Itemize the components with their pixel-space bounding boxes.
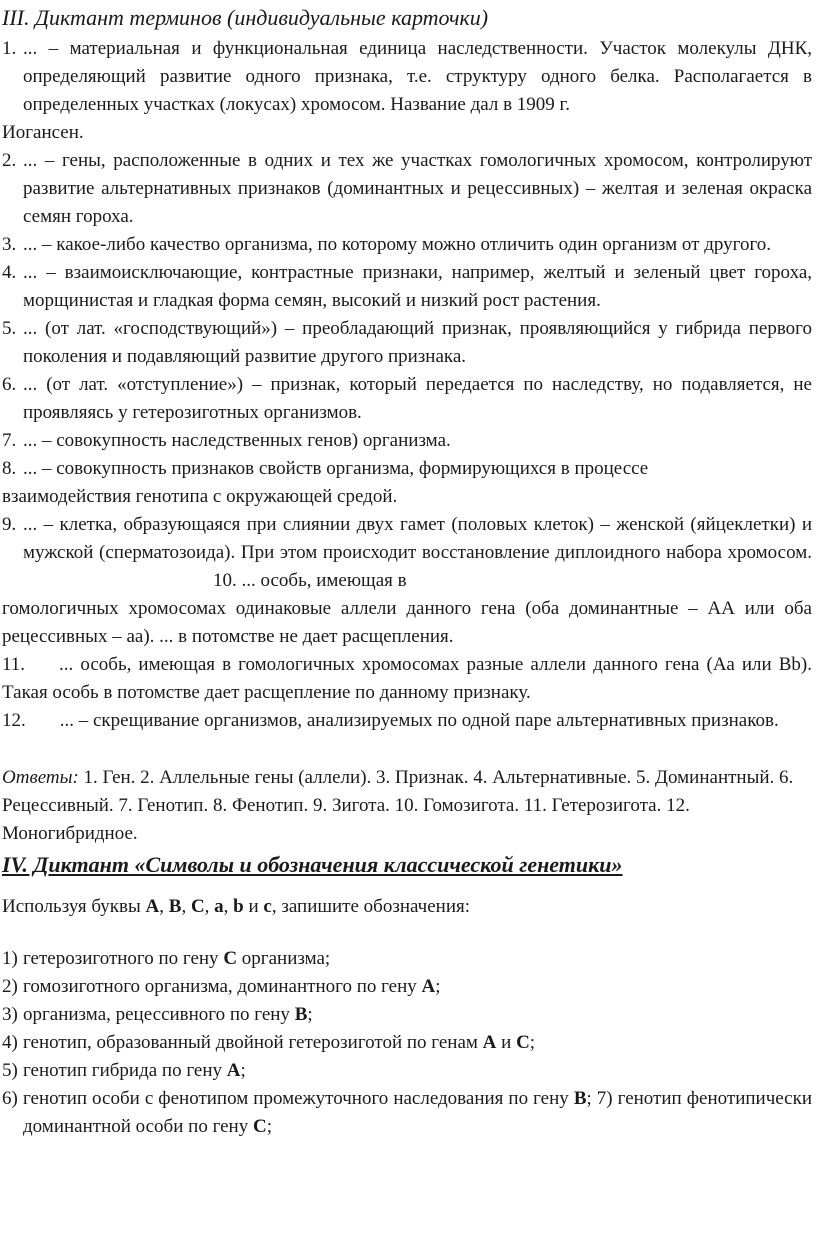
section-4-title: IV. Диктант «Символы и обозначения классической генетики» xyxy=(2,852,623,877)
item-number: 4. xyxy=(2,262,17,283)
item-text: ... – клетка, образующаяся при слиянии двух гамет (половых клеток) – женской (яйцеклетки) и мужской (сперматозоида). При этом происходит восстановление диплоидного набора хромосом. xyxy=(23,514,812,563)
answers-label: Ответы: xyxy=(2,767,79,788)
letter-C: C xyxy=(190,896,205,917)
letter-A: A xyxy=(145,896,160,917)
item-text: ... – какое-либо качество организма, по которому можно отличить один организм от другого. xyxy=(23,234,772,255)
instruction-post: , запишите обозначения: xyxy=(271,896,471,917)
term-item-8 xyxy=(2,455,812,483)
term-item-7 xyxy=(2,427,812,455)
item-text: ... – гены, расположенные в одних и тех же участках гомологичных хромосом, контролируют развитие альтернативных признаков (доминантных и рецессивных) – желтая и зеленая окраска семян гороха. xyxy=(23,150,812,227)
symbol-item-3: 3) организма, рецессивного по гену B; xyxy=(2,1001,812,1029)
item-text: ... – скрещивание организмов, анализируемых по одной паре альтернативных признаков. xyxy=(59,710,779,731)
term-item-1 xyxy=(2,35,812,119)
item-number: 3) xyxy=(2,1004,18,1025)
symbols-list xyxy=(2,945,812,1141)
term-item-9 xyxy=(2,511,812,595)
term-item-6 xyxy=(2,371,812,427)
instruction-pre: Используя буквы xyxy=(2,896,146,917)
item-number: 11. xyxy=(2,654,26,675)
item-number: 2. xyxy=(2,150,17,171)
item-number: 7. xyxy=(2,430,17,451)
item-text: ... особь, имеющая в гомологичных хромосомах разные аллели данного гена (Аа или Bb). Такая особь в потомстве дает расщепление по данному признаку. xyxy=(2,654,812,703)
term-item-3 xyxy=(2,231,812,259)
item-number: 9. xyxy=(2,514,17,535)
instruction: Используя буквы A, B, C, a, b и c, запишите обозначения: xyxy=(2,896,471,917)
item-number: 12. xyxy=(2,710,26,731)
term-item-5 xyxy=(2,315,812,371)
item-text: ... – материальная и функциональная единица наследственности. Участок молекулы ДНК, определяющий развитие одного признака, т.е. структуру одного белка. Располагается в определенных участках (локусах) хромосом. Название дал в 1909 г. xyxy=(23,38,812,115)
answers-paragraph xyxy=(2,764,812,848)
item-text: ... (от лат. «господствующий») – преобладающий признак, проявляющийся у гибрида первого поколения и подавляющий развитие другого признака. xyxy=(23,318,812,367)
item-number: 8. xyxy=(2,458,17,479)
term-item-2 xyxy=(2,147,812,231)
item-text: ... – совокупность признаков свойств организма, формирующихся в процессе xyxy=(23,458,649,479)
letter-b: b xyxy=(233,896,244,917)
term-item-12 xyxy=(2,707,812,735)
item-number: 6) xyxy=(2,1088,18,1109)
item-text: ... (от лат. «отступление») – признак, который передается по наследству, но подавляется, не проявляясь у гетерозиготных организмов. xyxy=(23,374,812,423)
answers-text: 1. Ген. 2. Аллельные гены (аллели). 3. Признак. 4. Альтернативные. 5. Доминантный. 6. Рецессивный. 7. Генотип. 8. Фенотип. 9. Зигота. 10. Гомозигота. 11. Гетерозигота. 12. Моногибридное. xyxy=(2,767,794,844)
letter-B: B xyxy=(168,896,182,917)
symbol-item-6: 6) генотип особи с фенотипом промежуточного наследования по гену B; 7) генотип фенотипически доминантной особи по гену C; xyxy=(2,1085,812,1141)
symbol-item-5: 5) генотип гибрида по гену A; xyxy=(2,1057,812,1085)
item-number: 1) xyxy=(2,948,18,969)
item-number: 5. xyxy=(2,318,17,339)
item-number: 1. xyxy=(2,38,17,59)
item-8-tail: взаимодействия генотипа с окружающей средой. xyxy=(2,486,398,507)
item-10-tail: гомологичных хромосомах одинаковые аллели данного гена (оба доминантные – АА или оба рецессивных – аа). ... в потомстве не дает расщепления. xyxy=(2,598,812,647)
term-item-4 xyxy=(2,259,812,315)
document-page xyxy=(0,3,816,1247)
item-10-start: 10. ... особь, имеющая в xyxy=(213,570,407,591)
symbol-item-2: 2) гомозиготного организма, доминантного по гену A; xyxy=(2,973,812,1001)
item-number: 6. xyxy=(2,374,17,395)
symbol-item-4: 4) генотип, образованный двойной гетерозиготой по генам A и C; xyxy=(2,1029,812,1057)
item-text: ... – взаимоисключающие, контрастные признаки, например, желтый и зеленый цвет гороха, морщинистая и гладкая форма семян, высокий и низкий рост растения. xyxy=(23,262,812,311)
item-number: 3. xyxy=(2,234,17,255)
section-3-title: III. Диктант терминов (индивидуальные карточки) xyxy=(2,5,489,30)
item-number: 2) xyxy=(2,976,18,997)
item-number: 4) xyxy=(2,1032,18,1053)
item-1-tail: Иогансен. xyxy=(2,122,84,143)
symbol-item-1: 1) гетерозиготного по гену C организма; xyxy=(2,945,812,973)
item-text: ... – совокупность наследственных генов) организма. xyxy=(23,430,451,451)
item-number: 5) xyxy=(2,1060,18,1081)
letter-a: a xyxy=(214,896,224,917)
term-item-11 xyxy=(2,651,812,707)
letter-c: c xyxy=(263,896,272,917)
